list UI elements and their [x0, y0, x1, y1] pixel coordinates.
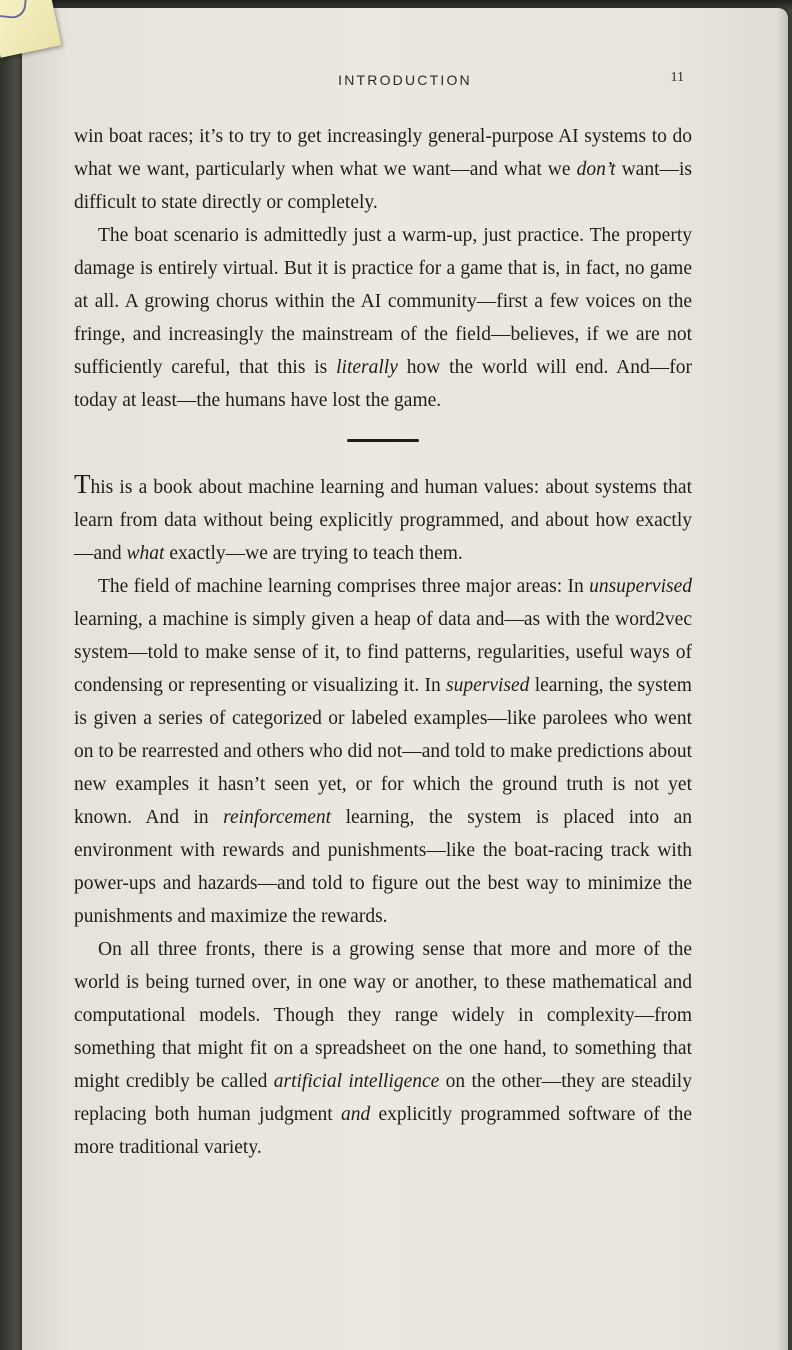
section-initial: T: [74, 469, 91, 499]
paragraph: win boat races; it’s to try to get increasingly general-purpose AI systems to do what we want, particularly when what we want—and what we don’t want—is difficult to state directly or completely.: [74, 126, 692, 213]
book-page: [22, 8, 788, 1350]
section-break-ornament: [347, 439, 419, 442]
paragraph: This is a book about machine learning and human values: about systems that learn from data without being explicitly programmed, and about how exactly—and what exactly—we are trying to teach them.: [74, 469, 692, 564]
paragraph: The field of machine learning comprises three major areas: In unsupervised learning, a machine is simply given a heap of data and—as with the word2vec system—told to make sense of it, to find patterns, regularities, useful ways of condensing or representing or visualizing it. In supervised learning, the system is given a series of categorized or labeled examples—like parolees who went on to be rearrested and others who did not—and told to make predictions about new examples it hasn’t seen yet, or for which the ground truth is not yet known. And in reinforcement learning, the system is placed into an environment with rewards and punishments—like the boat-racing track with power-ups and hazards—and told to figure out the best way to minimize the punishments and maximize the rewards.: [74, 576, 692, 927]
running-head: INTRODUCTION: [338, 72, 472, 88]
emphasis: reinforcement: [223, 807, 332, 828]
emphasis: supervised: [446, 675, 530, 696]
emphasis: what: [126, 543, 165, 564]
emphasis: don’t: [576, 159, 616, 180]
paragraph: The boat scenario is admittedly just a warm-up, just practice. The property damage is entirely virtual. But it is practice for a game that is, in fact, no game at all. A growing chorus within the AI community—first a few voices on the fringe, and increasingly the mainstream of the field—believes, if we are not sufficiently careful, that this is literally how the world will end. And—for today at least—the humans have lost the game.: [74, 225, 692, 411]
emphasis: literally: [336, 357, 398, 378]
pen-mark-icon: [0, 0, 27, 20]
body-text: [74, 120, 692, 1164]
emphasis: unsupervised: [589, 576, 692, 597]
page-number: 11: [670, 70, 684, 85]
emphasis: and: [340, 1104, 371, 1125]
paragraph: On all three fronts, there is a growing sense that more and more of the world is being turned over, in one way or another, to these mathematical and computational models. Though they range widely in complexity—from something that might fit on a spreadsheet on the one hand, to something that might credibly be called artificial intelligence on the other—they are steadily replacing both human judgment and explicitly programmed software of the more traditional variety.: [74, 939, 693, 1158]
emphasis: artificial intelligence: [273, 1071, 440, 1092]
